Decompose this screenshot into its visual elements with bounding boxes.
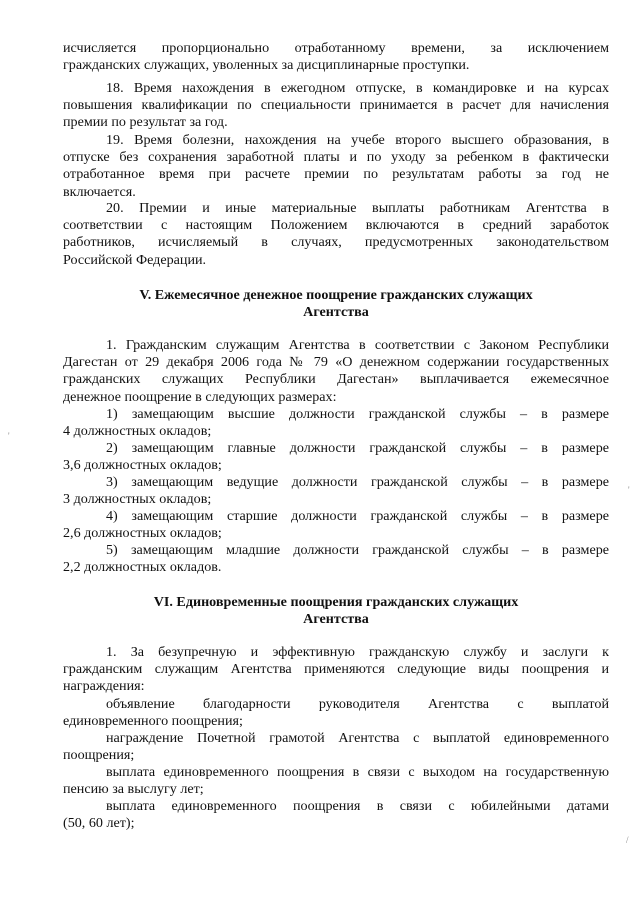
text-line: 5) замещающим младшие должности гражданской службы – в размере [106,542,609,558]
text-line: 1. За безупречную и эффективную гражданскую службу и заслуги к [106,644,609,660]
text-line: выплата единовременного поощрения в связи с выходом на государственную [106,764,609,780]
text-line: денежное поощрение в следующих размерах: [63,388,337,405]
text-line: соответствии с настоящим Положением включаются в средний заработок [63,217,609,234]
section-v-item-5 [63,542,609,576]
paragraph-item-18 [63,80,609,132]
section-heading-vi [63,594,609,627]
text-line: 2,6 должностных окладов; [63,525,222,542]
text-line: повышения квалификации по специальности принимается в расчет для начисления [63,97,609,114]
section-v-item-3 [63,474,609,508]
text-line: пенсию за выслугу лет; [63,781,204,798]
text-line: 19. Время болезни, нахождения на учебе второго высшего образования, в [106,132,609,148]
text-line: 1) замещающим высшие должности гражданской службы – в размере [106,406,609,422]
heading-line: VI. Единовременные поощрения гражданских служащих [153,594,519,610]
text-line: награждения: [63,678,145,695]
section-vi-item-3 [63,764,609,798]
text-line: 4 должностных окладов; [63,423,212,440]
section-vi-intro [63,644,609,696]
text-line: 3) замещающим ведущие должности гражданской службы – в размере [106,474,609,490]
text-line: единовременного поощрения; [63,713,243,730]
text-line: включается. [63,183,136,200]
text-line: поощрения; [63,747,135,764]
section-vi-item-2 [63,730,609,764]
section-vi-item-4 [63,798,609,832]
text-line: отпуске без сохранения заработной платы и по уходу за ребенком в фактически [63,149,609,166]
text-line: 2,2 должностных окладов. [63,559,222,576]
text-line: 3,6 должностных окладов; [63,457,222,474]
text-line: 18. Время нахождения в ежегодном отпуске, в командировке и на курсах [106,80,609,96]
paragraph-item-20 [63,200,609,269]
paragraph-continuation [63,40,609,74]
text-line: гражданских служащих Республики Дагестан» выплачивается ежемесячное [63,371,609,388]
heading-line: V. Ежемесячное денежное поощрение гражданских служащих [139,287,533,303]
section-vi-item-1 [63,696,609,730]
text-line: гражданским служащим Агентства применяются следующие виды поощрения и [63,661,609,678]
paragraph-item-19 [63,132,609,201]
section-heading-v [63,287,609,320]
section-v-item-1 [63,406,609,440]
text-line: отработанное время при расчете премии по результатам работы за год не [63,166,609,183]
text-line: исчисляется пропорционально отработанному времени, за исключением [63,40,609,56]
text-line: выплата единовременного поощрения в связи с юбилейными датами [106,798,609,814]
text-line: объявление благодарности руководителя Агентства с выплатой [106,696,609,712]
heading-line: Агентства [303,610,369,627]
heading-line: Агентства [303,303,369,320]
text-line: премии по результат за год. [63,114,228,131]
text-line: Российской Федерации. [63,251,207,268]
text-line: 1. Гражданским служащим Агентства в соответствии с Законом Республики [106,337,609,353]
text-line: (50, 60 лет); [63,815,135,832]
text-line: 2) замещающим главные должности гражданской службы – в размере [106,440,609,456]
text-line: работников, исчисляемый в случаях, предусмотренных законодательством [63,234,609,251]
section-v-intro [63,337,609,406]
section-v-item-4 [63,508,609,542]
scan-speck: ' [8,431,10,441]
scan-speck: ' [628,485,630,495]
scan-speck: / [626,835,629,845]
text-line: 20. Премии и иные материальные выплаты работникам Агентства в [106,200,609,216]
text-line: Дагестан от 29 декабря 2006 года № 79 «О денежном содержании государственных [63,354,609,371]
section-v-item-2 [63,440,609,474]
text-line: гражданских служащих, уволенных за дисциплинарные проступки. [63,57,470,74]
text-line: 3 должностных окладов; [63,491,212,508]
text-line: 4) замещающим старшие должности гражданской службы – в размере [106,508,609,524]
text-line: награждение Почетной грамотой Агентства с выплатой единовременного [106,730,609,746]
